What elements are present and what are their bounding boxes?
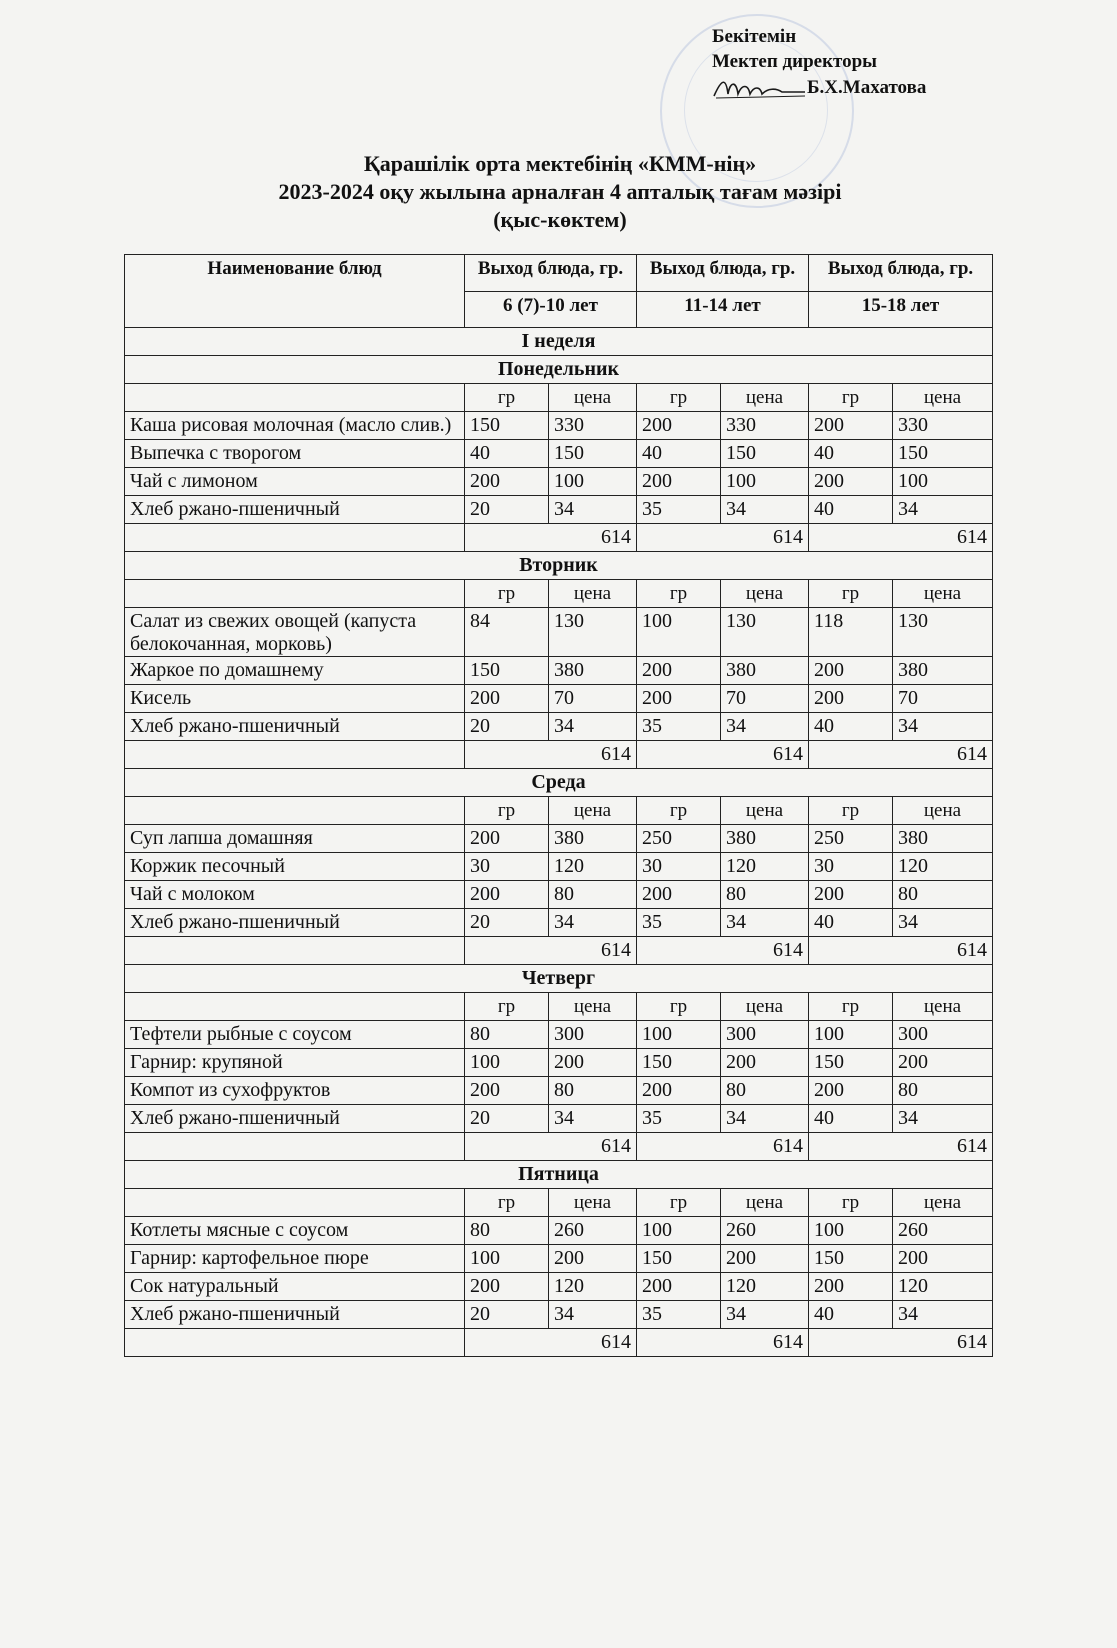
week-row (125, 328, 993, 356)
subheader-price: цена (549, 1189, 637, 1217)
dish-weight: 250 (637, 825, 721, 853)
dish-weight: 40 (809, 909, 893, 937)
dish-name: Гарнир: крупяной (125, 1049, 465, 1077)
dish-price: 200 (893, 1049, 993, 1077)
dish-weight: 200 (637, 1273, 721, 1301)
dish-price: 34 (893, 713, 993, 741)
subheader-gr: гр (465, 384, 549, 412)
empty-cell (125, 741, 465, 769)
subheader-row (125, 797, 993, 825)
subheader-row (125, 384, 993, 412)
dish-row (125, 909, 993, 937)
dish-price: 70 (893, 685, 993, 713)
dish-weight: 30 (465, 853, 549, 881)
dish-weight: 150 (465, 657, 549, 685)
dish-row (125, 608, 993, 657)
dish-name: Хлеб ржано-пшеничный (125, 713, 465, 741)
dish-price: 80 (549, 1077, 637, 1105)
director-name: Б.Х.Махатова (807, 77, 927, 98)
day-total: 614 (637, 1329, 809, 1357)
dish-price: 80 (893, 881, 993, 909)
dish-weight: 118 (809, 608, 893, 657)
dish-weight: 100 (637, 608, 721, 657)
subheader-price: цена (721, 580, 809, 608)
dish-price: 380 (721, 657, 809, 685)
day-total: 614 (809, 741, 993, 769)
day-total: 614 (809, 937, 993, 965)
age-group-1: 6 (7)-10 лет (465, 291, 637, 328)
dish-row (125, 1301, 993, 1329)
day-total: 614 (637, 524, 809, 552)
dish-weight: 40 (465, 440, 549, 468)
day-row (125, 965, 993, 993)
dish-weight: 20 (465, 496, 549, 524)
day-total: 614 (809, 1329, 993, 1357)
dish-price: 150 (893, 440, 993, 468)
dish-price: 380 (893, 657, 993, 685)
dish-price: 34 (721, 1105, 809, 1133)
dish-weight: 200 (809, 1077, 893, 1105)
dish-price: 330 (721, 412, 809, 440)
subheader-row (125, 580, 993, 608)
dish-weight: 100 (809, 1021, 893, 1049)
dish-price: 150 (549, 440, 637, 468)
dish-price: 70 (549, 685, 637, 713)
day-row (125, 1161, 993, 1189)
dish-price: 100 (549, 468, 637, 496)
dish-row (125, 1217, 993, 1245)
day-name: Вторник (125, 552, 993, 580)
empty-cell (125, 937, 465, 965)
dish-price: 300 (549, 1021, 637, 1049)
dish-weight: 200 (465, 1077, 549, 1105)
dish-row (125, 657, 993, 685)
dish-name: Чай с лимоном (125, 468, 465, 496)
subheader-price: цена (893, 797, 993, 825)
dish-price: 34 (893, 1105, 993, 1133)
dish-row (125, 496, 993, 524)
empty-cell (125, 580, 465, 608)
dish-row (125, 1245, 993, 1273)
dish-name: Коржик песочный (125, 853, 465, 881)
dish-weight: 40 (809, 713, 893, 741)
dish-weight: 20 (465, 1301, 549, 1329)
empty-cell (125, 1189, 465, 1217)
dish-weight: 35 (637, 909, 721, 937)
dish-price: 380 (893, 825, 993, 853)
dish-name: Сок натуральный (125, 1273, 465, 1301)
dish-price: 260 (893, 1217, 993, 1245)
dish-name: Чай с молоком (125, 881, 465, 909)
subheader-price: цена (549, 797, 637, 825)
dish-weight: 200 (465, 825, 549, 853)
dish-weight: 150 (637, 1049, 721, 1077)
dish-weight: 250 (809, 825, 893, 853)
approval-line1: Бекітемін (712, 26, 797, 47)
dish-weight: 30 (809, 853, 893, 881)
dish-weight: 35 (637, 496, 721, 524)
dish-weight: 200 (465, 881, 549, 909)
subheader-gr: гр (637, 580, 721, 608)
day-name: Среда (125, 769, 993, 797)
dish-price: 200 (893, 1245, 993, 1273)
dish-price: 80 (893, 1077, 993, 1105)
dish-price: 300 (893, 1021, 993, 1049)
dish-weight: 40 (809, 1105, 893, 1133)
dish-price: 34 (549, 909, 637, 937)
subheader-gr: гр (465, 993, 549, 1021)
dish-name: Хлеб ржано-пшеничный (125, 496, 465, 524)
dish-weight: 40 (637, 440, 721, 468)
subheader-price: цена (893, 384, 993, 412)
dish-price: 130 (549, 608, 637, 657)
dish-price: 330 (549, 412, 637, 440)
day-row (125, 552, 993, 580)
day-total: 614 (465, 1133, 637, 1161)
dish-row (125, 468, 993, 496)
dish-name: Хлеб ржано-пшеничный (125, 909, 465, 937)
dish-price: 100 (721, 468, 809, 496)
total-row (125, 1329, 993, 1357)
dish-name: Жаркое по домашнему (125, 657, 465, 685)
dish-weight: 84 (465, 608, 549, 657)
dish-price: 34 (721, 496, 809, 524)
subheader-price: цена (893, 993, 993, 1021)
dish-price: 34 (721, 909, 809, 937)
dish-weight: 150 (809, 1245, 893, 1273)
dish-name: Салат из свежих овощей (капуста белокочанная, морковь) (125, 608, 465, 657)
age-group-2: 11-14 лет (637, 291, 809, 328)
subheader-gr: гр (809, 1189, 893, 1217)
dish-price: 70 (721, 685, 809, 713)
age-group-3: 15-18 лет (809, 291, 993, 328)
header-output-2: Выход блюда, гр. (637, 255, 809, 292)
dish-name: Выпечка с творогом (125, 440, 465, 468)
subheader-price: цена (721, 993, 809, 1021)
dish-row (125, 713, 993, 741)
dish-price: 34 (549, 1105, 637, 1133)
approval-line2: Мектеп директоры (712, 51, 878, 72)
dish-price: 200 (549, 1049, 637, 1077)
subheader-price: цена (549, 580, 637, 608)
dish-price: 380 (721, 825, 809, 853)
dish-weight: 100 (637, 1217, 721, 1245)
dish-name: Суп лапша домашняя (125, 825, 465, 853)
total-row (125, 1133, 993, 1161)
subheader-price: цена (721, 797, 809, 825)
dish-name: Хлеб ржано-пшеничный (125, 1105, 465, 1133)
dish-weight: 20 (465, 713, 549, 741)
dish-weight: 200 (637, 412, 721, 440)
dish-weight: 200 (809, 685, 893, 713)
dish-row (125, 685, 993, 713)
day-total: 614 (637, 741, 809, 769)
dish-price: 380 (549, 825, 637, 853)
day-total: 614 (809, 1133, 993, 1161)
subheader-gr: гр (809, 384, 893, 412)
dish-weight: 200 (809, 881, 893, 909)
day-total: 614 (465, 1329, 637, 1357)
dish-row (125, 1105, 993, 1133)
dish-weight: 30 (637, 853, 721, 881)
header-dish-name: Наименование блюд (125, 255, 465, 328)
dish-weight: 100 (465, 1245, 549, 1273)
dish-weight: 200 (809, 1273, 893, 1301)
subheader-gr: гр (809, 580, 893, 608)
title-line2: 2023-2024 оқу жылына арналған 4 апталық тағам мәзірі (278, 179, 842, 204)
subheader-gr: гр (637, 1189, 721, 1217)
day-total: 614 (465, 741, 637, 769)
dish-name: Гарнир: картофельное пюре (125, 1245, 465, 1273)
dish-weight: 40 (809, 440, 893, 468)
subheader-price: цена (893, 1189, 993, 1217)
dish-row (125, 881, 993, 909)
dish-price: 380 (549, 657, 637, 685)
dish-weight: 35 (637, 1105, 721, 1133)
dish-price: 34 (721, 713, 809, 741)
dish-weight: 200 (637, 881, 721, 909)
dish-weight: 150 (465, 412, 549, 440)
signature-icon (712, 74, 807, 100)
menu-table (124, 254, 993, 1357)
dish-price: 34 (549, 713, 637, 741)
dish-price: 330 (893, 412, 993, 440)
subheader-price: цена (721, 1189, 809, 1217)
dish-weight: 100 (465, 1049, 549, 1077)
subheader-price: цена (549, 384, 637, 412)
dish-name: Компот из сухофруктов (125, 1077, 465, 1105)
dish-price: 260 (549, 1217, 637, 1245)
header-row (125, 255, 993, 292)
dish-row (125, 440, 993, 468)
dish-weight: 20 (465, 909, 549, 937)
dish-weight: 80 (465, 1217, 549, 1245)
subheader-gr: гр (637, 384, 721, 412)
dish-row (125, 1273, 993, 1301)
day-total: 614 (465, 524, 637, 552)
signature-row (712, 74, 926, 100)
dish-row (125, 1021, 993, 1049)
header-output-1: Выход блюда, гр. (465, 255, 637, 292)
dish-price: 80 (721, 1077, 809, 1105)
day-total: 614 (465, 937, 637, 965)
subheader-price: цена (549, 993, 637, 1021)
dish-price: 130 (721, 608, 809, 657)
total-row (125, 741, 993, 769)
dish-weight: 200 (465, 1273, 549, 1301)
dish-name: Котлеты мясные с соусом (125, 1217, 465, 1245)
subheader-row (125, 1189, 993, 1217)
dish-price: 34 (893, 1301, 993, 1329)
approval-block (712, 24, 926, 100)
subheader-gr: гр (637, 993, 721, 1021)
dish-price: 80 (549, 881, 637, 909)
dish-price: 34 (549, 496, 637, 524)
subheader-price: цена (721, 384, 809, 412)
dish-price: 34 (893, 496, 993, 524)
day-name: Понедельник (125, 356, 993, 384)
empty-cell (125, 1133, 465, 1161)
dish-price: 100 (893, 468, 993, 496)
subheader-gr: гр (809, 993, 893, 1021)
dish-weight: 200 (809, 657, 893, 685)
dish-weight: 200 (809, 412, 893, 440)
day-total: 614 (637, 1133, 809, 1161)
subheader-gr: гр (465, 580, 549, 608)
dish-price: 34 (549, 1301, 637, 1329)
dish-price: 80 (721, 881, 809, 909)
empty-cell (125, 1329, 465, 1357)
dish-price: 150 (721, 440, 809, 468)
dish-price: 130 (893, 608, 993, 657)
dish-price: 200 (549, 1245, 637, 1273)
dish-weight: 40 (809, 1301, 893, 1329)
dish-row (125, 853, 993, 881)
subheader-gr: гр (465, 797, 549, 825)
dish-weight: 200 (465, 468, 549, 496)
dish-price: 120 (549, 1273, 637, 1301)
dish-weight: 40 (809, 496, 893, 524)
dish-row (125, 412, 993, 440)
subheader-price: цена (893, 580, 993, 608)
dish-price: 120 (893, 1273, 993, 1301)
dish-price: 120 (549, 853, 637, 881)
dish-price: 34 (721, 1301, 809, 1329)
subheader-gr: гр (809, 797, 893, 825)
title-line3: (қыс-көктем) (493, 207, 627, 232)
dish-price: 120 (893, 853, 993, 881)
dish-weight: 150 (809, 1049, 893, 1077)
dish-weight: 200 (637, 657, 721, 685)
empty-cell (125, 524, 465, 552)
dish-weight: 200 (637, 468, 721, 496)
dish-weight: 200 (637, 685, 721, 713)
empty-cell (125, 384, 465, 412)
document-title (120, 150, 1000, 234)
dish-row (125, 1077, 993, 1105)
subheader-gr: гр (637, 797, 721, 825)
dish-price: 300 (721, 1021, 809, 1049)
dish-price: 200 (721, 1049, 809, 1077)
dish-weight: 200 (809, 468, 893, 496)
total-row (125, 937, 993, 965)
dish-weight: 200 (465, 685, 549, 713)
subheader-row (125, 993, 993, 1021)
dish-weight: 35 (637, 713, 721, 741)
day-name: Пятница (125, 1161, 993, 1189)
dish-row (125, 1049, 993, 1077)
empty-cell (125, 993, 465, 1021)
dish-weight: 150 (637, 1245, 721, 1273)
dish-name: Хлеб ржано-пшеничный (125, 1301, 465, 1329)
dish-name: Кисель (125, 685, 465, 713)
empty-cell (125, 797, 465, 825)
dish-price: 200 (721, 1245, 809, 1273)
dish-name: Каша рисовая молочная (масло слив.) (125, 412, 465, 440)
dish-weight: 100 (809, 1217, 893, 1245)
dish-row (125, 825, 993, 853)
dish-weight: 100 (637, 1021, 721, 1049)
week-label: I неделя (125, 328, 993, 356)
dish-price: 120 (721, 853, 809, 881)
dish-price: 120 (721, 1273, 809, 1301)
dish-name: Тефтели рыбные с соусом (125, 1021, 465, 1049)
dish-weight: 20 (465, 1105, 549, 1133)
dish-weight: 200 (637, 1077, 721, 1105)
dish-price: 34 (893, 909, 993, 937)
total-row (125, 524, 993, 552)
dish-price: 260 (721, 1217, 809, 1245)
dish-weight: 80 (465, 1021, 549, 1049)
day-total: 614 (637, 937, 809, 965)
day-row (125, 769, 993, 797)
subheader-gr: гр (465, 1189, 549, 1217)
day-total: 614 (809, 524, 993, 552)
dish-weight: 35 (637, 1301, 721, 1329)
day-name: Четверг (125, 965, 993, 993)
header-output-3: Выход блюда, гр. (809, 255, 993, 292)
day-row (125, 356, 993, 384)
title-line1: Қарашілік орта мектебінің «КММ-нің» (363, 151, 757, 176)
